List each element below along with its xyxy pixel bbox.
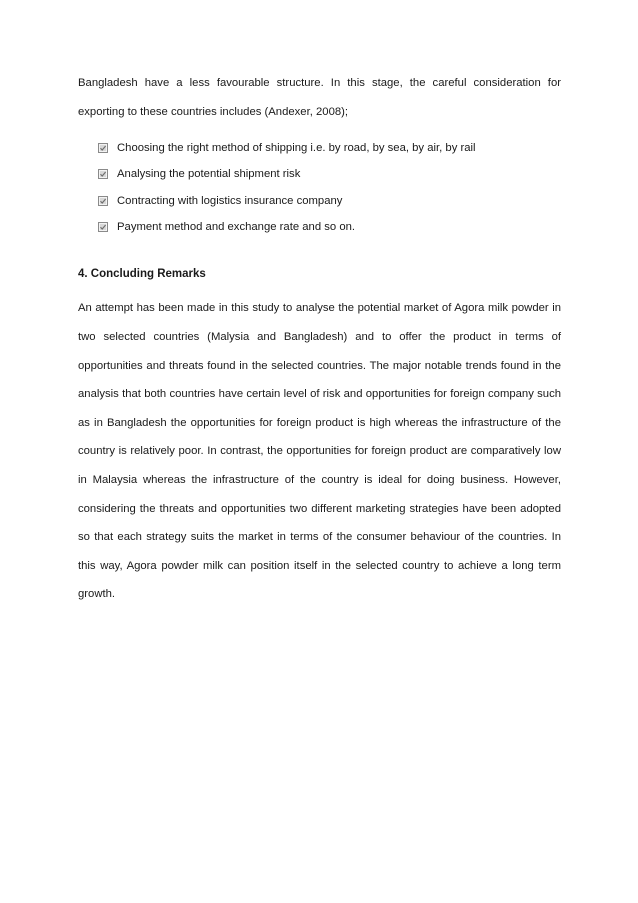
bullet-text: Contracting with logistics insurance company xyxy=(117,194,343,207)
checkbox-icon xyxy=(98,196,108,206)
list-item xyxy=(98,161,561,188)
section-heading: 4. Concluding Remarks xyxy=(78,268,206,281)
bullet-text: Analysing the potential shipment risk xyxy=(117,168,301,181)
list-item xyxy=(98,134,561,161)
page-content xyxy=(78,69,561,609)
checkbox-icon xyxy=(98,222,108,232)
bullet-text: Choosing the right method of shipping i.e. by road, by sea, by air, by rail xyxy=(117,141,476,154)
bullet-list xyxy=(78,134,561,240)
intro-paragraph: Bangladesh have a less favourable structure. In this stage, the careful consideration for exporting to these countries includes (Andexer, 2008); xyxy=(78,77,561,118)
checkbox-icon xyxy=(98,169,108,179)
section-body: An attempt has been made in this study to analyse the potential market of Agora milk powder in two selected countries (Malysia and Bangladesh) and to offer the product in terms of opportunities and threats found in the selected countries. The major notable trends found in the analysis that both countries have certain level of risk and opportunities for foreign company such as in Bangladesh the opportunities for foreign product is high whereas the infrastructure of the country is relatively poor. In contrast, the opportunities for foreign product are comparatively low in Malaysia whereas the infrastructure of the country is ideal for doing business. However, considering the threats and opportunities two different marketing strategies have been adopted so that each strategy suits the market in terms of the consumer behaviour of the countries. In this way, Agora powder milk can position itself in the selected country to achieve a long term growth. xyxy=(78,302,561,601)
checkbox-icon xyxy=(98,143,108,153)
list-item xyxy=(98,187,561,214)
list-item xyxy=(98,214,561,241)
bullet-text: Payment method and exchange rate and so on. xyxy=(117,221,356,234)
